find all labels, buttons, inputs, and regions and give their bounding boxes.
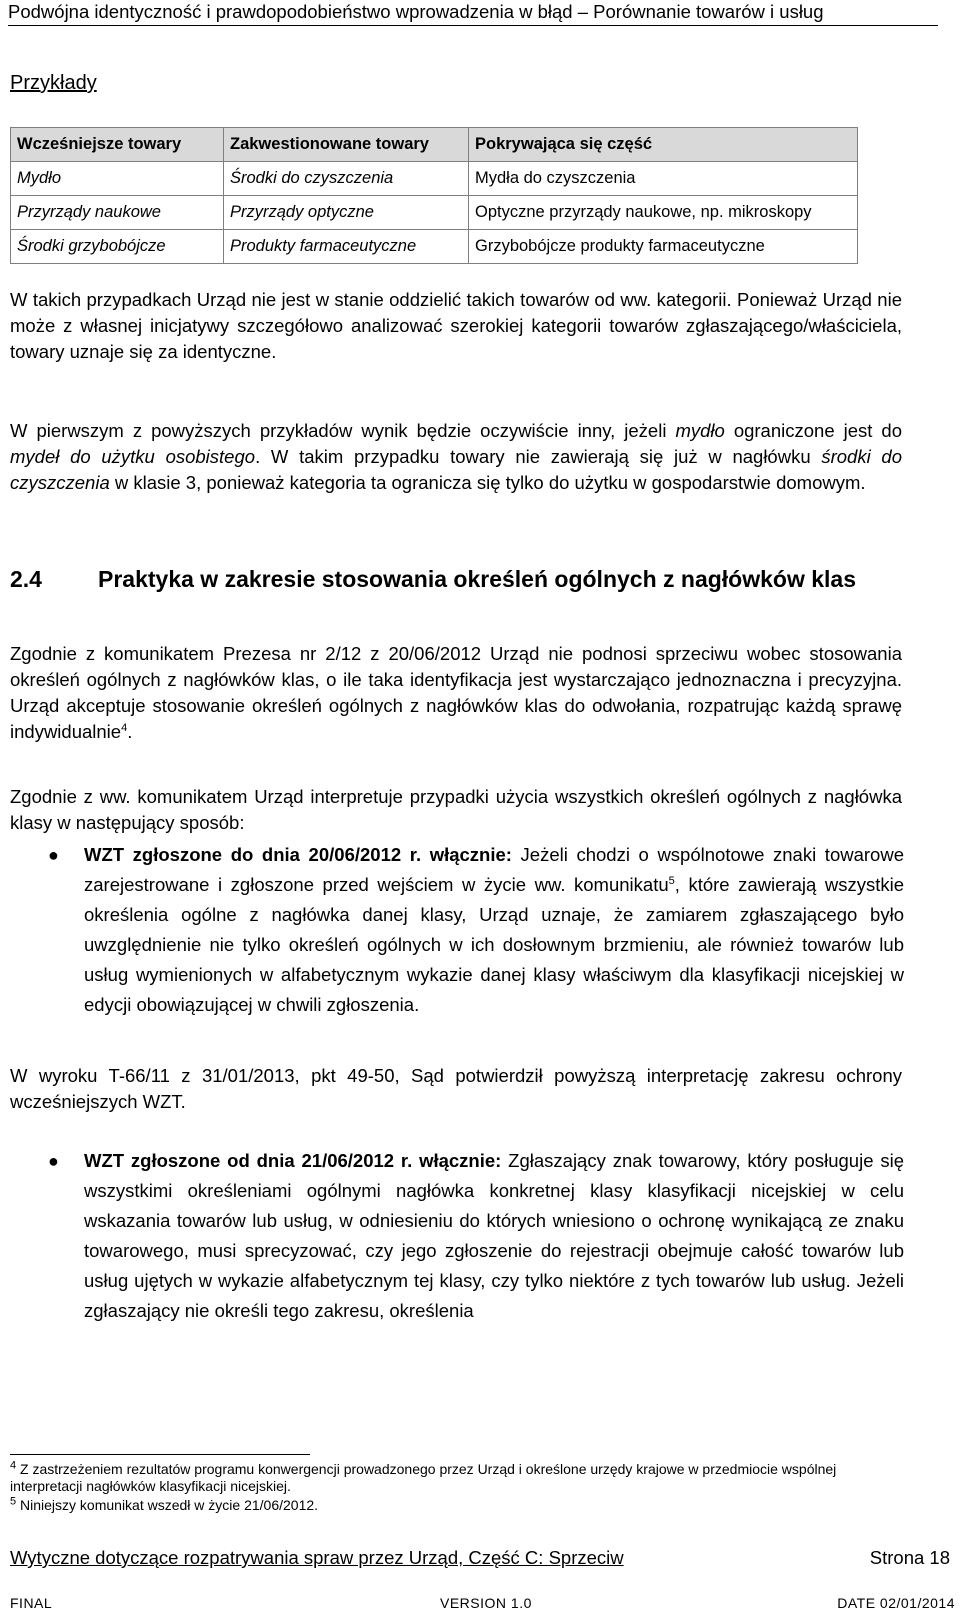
footer-status: FINAL [10, 1595, 53, 1611]
paragraph-judgment: W wyroku T-66/11 z 31/01/2013, pkt 49-50, Sąd potwierdził powyższą interpretację zakresu ochrony wcześniejszych WZT. [10, 1065, 902, 1112]
paragraph-example-soap [10, 418, 902, 496]
table-cell: Grzybobójcze produkty farmaceutyczne [469, 230, 858, 264]
bullet-lead: WZT zgłoszone od dnia 21/06/2012 r. włącznie: [84, 1150, 502, 1171]
footnote-text: Niniejszy komunikat wszedł w życie 21/06/2012. [16, 1497, 319, 1513]
bullet-icon: ● [48, 1151, 59, 1171]
table-row [11, 230, 858, 264]
table-cell: Środki grzybobójcze [11, 230, 224, 264]
bullet-item-after [84, 1146, 904, 1326]
table-cell: Mydło [11, 162, 224, 196]
footer-document-name: Wytyczne dotyczące rozpatrywania spraw przez Urząd, Część C: Sprzeciw [10, 1547, 624, 1568]
column-header: Pokrywająca się część [469, 128, 858, 162]
table-cell: Przyrządy optyczne [224, 196, 469, 230]
text-run: Zgodnie z komunikatem Prezesa nr 2/12 z 20/06/2012 Urząd nie podnosi sprzeciwu wobec stosowania określeń ogólnych z nagłówków klas, o ile taka identyfikacja jest wystarczająco jednoznaczna i precyzyjna. Urząd akceptuje stosowanie określeń ogólnych z nagłówków klas do odwołania, rozpatrując każdą sprawę indywidualnie [10, 643, 902, 742]
table-row [11, 196, 858, 230]
examples-table [10, 127, 858, 264]
text-run: Jeżeli chodzi o wspólnotowe znaki towarowe zarejestrowane i zgłoszone przed wejściem w życie ww. komunikatu [84, 844, 904, 895]
section-number: 2.4 [10, 566, 42, 592]
footnote-number: 4 [10, 1459, 17, 1472]
text-run: Zgłaszający znak towarowy, który posługuje się wszystkimi określeniami ogólnymi nagłówka konkretnej klasy klasyfikacji nicejskiej w celu wskazania towarów lub usług, w odniesieniu do których wniesiono o ochronę wynikającą ze znaku towarowego, musi sprecyzować, czy jego zgłoszenie do rejestracji obejmuje całość towarów lub usług ujętych w wykazie alfabetycznym tej klasy, czy tylko niektóre z tych towarów lub usług. Jeżeli zgłaszający nie określi tego zakresu, określenia [84, 1150, 904, 1321]
text-run-italic: środki do czyszczenia [10, 446, 902, 493]
running-header: Podwójna identyczność i prawdopodobieństwo wprowadzenia w błąd – Porównanie towarów i usług [8, 0, 938, 26]
table-cell: Przyrządy naukowe [11, 196, 224, 230]
footnote-4 [10, 1461, 902, 1495]
footer-page-number: Strona 18 [869, 1547, 950, 1568]
footnote-text: Z zastrzeżeniem rezultatów programu konwergencji prowadzonego przez Urząd i określone urzędy krajowe w przedmiocie wspólnej interpretacji nagłówków klasyfikacji nicejskiej. [10, 1461, 837, 1494]
footer-date: DATE 02/01/2014 [837, 1595, 955, 1611]
paragraph-communication [10, 641, 902, 745]
bullet-icon: ● [48, 845, 59, 865]
table-header-row [11, 128, 858, 162]
text-run: . [127, 721, 133, 742]
text-run: , które zawierają wszystkie określenia ogólne z nagłówka danej klasy, Urząd uznaje, że zamiarem zgłaszającego było uwzględnienie nie tylko określeń ogólnych w ich dosłownym brzmieniu, ale również towarów lub usług wymienionych w alfabetycznym wykazie danej klasy właściwym dla klasyfikacji nicejskiej w edycji obowiązującej w chwili zgłoszenia. [84, 874, 905, 1015]
footnote-divider [10, 1454, 310, 1455]
bullet-lead: WZT zgłoszone do dnia 20/06/2012 r. włącznie: [84, 844, 512, 865]
table-cell: Mydła do czyszczenia [469, 162, 858, 196]
text-run: W pierwszym z powyższych przykładów wynik będzie oczywiście inny, jeżeli [10, 420, 676, 441]
table-row [11, 162, 858, 196]
footnote-5 [10, 1497, 902, 1514]
column-header: Wcześniejsze towary [11, 128, 224, 162]
table-cell: Produkty farmaceutyczne [224, 230, 469, 264]
paragraph-categories: W takich przypadkach Urząd nie jest w stanie oddzielić takich towarów od ww. kategorii. Ponieważ Urząd nie może z własnej inicjatywy szczegółowo analizować szerokiej kategorii towarów zgłaszającego/właściciela, towary uznaje się za identyczne. [10, 289, 902, 362]
footnote-ref[interactable]: 5 [668, 874, 675, 887]
text-run: ograniczone jest do [724, 420, 902, 441]
table-cell: Środki do czyszczenia [224, 162, 469, 196]
column-header: Zakwestionowane towary [224, 128, 469, 162]
footer-title [10, 1547, 950, 1569]
text-run-italic: mydło [675, 420, 725, 441]
bullet-item-before [84, 840, 904, 1020]
examples-label: Przykłady [10, 72, 97, 94]
text-run-italic: mydeł do użytku osobistego [10, 446, 256, 467]
footnote-ref[interactable]: 4 [121, 721, 128, 734]
table-cell: Optyczne przyrządy naukowe, np. mikroskopy [469, 196, 858, 230]
footnote-number: 5 [10, 1495, 17, 1508]
footer-version: VERSION 1.0 [440, 1595, 532, 1611]
paragraph-interpretation: Zgodnie z ww. komunikatem Urząd interpretuje przypadki użycia wszystkich określeń ogólnych z nagłówka klasy w następujący sposób: [10, 786, 902, 833]
text-run: w klasie 3, ponieważ kategoria ta ogranicza się tylko do użytku w gospodarstwie domowym. [109, 472, 866, 493]
section-title: Praktyka w zakresie stosowania określeń ogólnych z nagłówków klas [98, 566, 857, 592]
text-run: . W takim przypadku towary nie zawierają się już w nagłówku [255, 446, 822, 467]
